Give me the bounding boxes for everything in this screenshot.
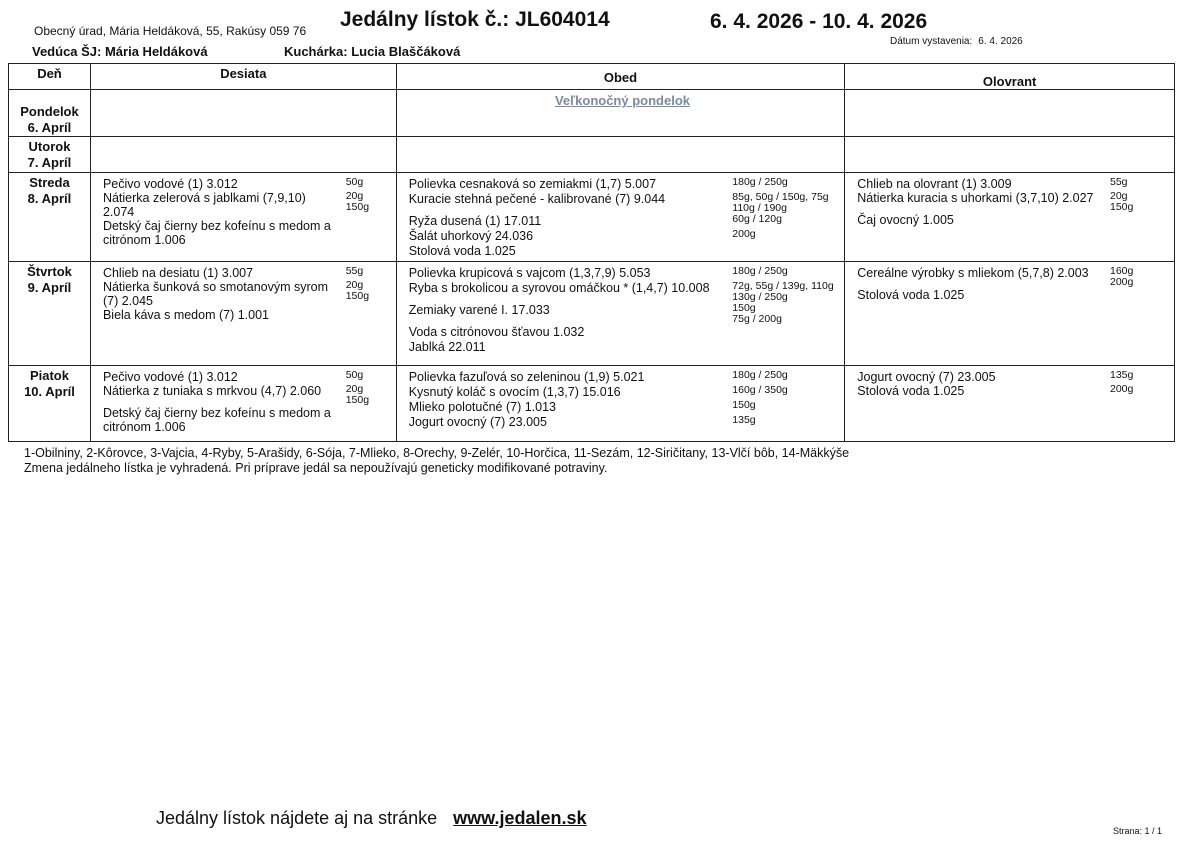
date-range: 6. 4. 2026 - 10. 4. 2026 — [710, 10, 928, 33]
menu-item — [103, 280, 388, 308]
menu-item-name: Jogurt ovocný (7) 23.005 — [857, 370, 996, 384]
desiata-cell — [90, 366, 396, 442]
issue-date-label: Dátum vystavenia: — [890, 36, 973, 47]
menu-item-portion: 50g — [345, 369, 364, 381]
col-header-obed: Obed — [396, 64, 845, 90]
office-address: Obecný úrad, Mária Heldáková, 55, Rakúsy 059 76 — [34, 24, 307, 38]
menu-item — [409, 415, 837, 430]
menu-item-name: Čaj ovocný 1.005 — [857, 213, 954, 227]
menu-item-name: Nátierka kuracia s uhorkami (3,7,10) 2.027 — [857, 191, 1094, 205]
day-name: Streda — [29, 175, 70, 190]
menu-item-name: Šalát uhorkový 24.036 — [408, 229, 534, 243]
menu-item — [857, 384, 1166, 398]
menu-item-portion: 150g 75g / 200g — [732, 302, 782, 325]
web-note — [156, 808, 587, 829]
menu-item-portion: 150g — [732, 399, 756, 411]
menu-item-name: Pečivo vodové (1) 3.012 — [102, 177, 238, 191]
menu-item-portion: 180g / 250g — [732, 265, 788, 277]
menu-item — [857, 266, 1166, 288]
menu-item-name: Biela káva s medom (7) 1.001 — [102, 308, 270, 322]
menu-item-portion: 180g / 250g — [732, 176, 788, 188]
menu-item-name: Kysnutý koláč s ovocím (1,3,7) 15.016 — [408, 385, 621, 399]
menu-item-name: Stolová voda 1.025 — [857, 384, 965, 398]
olovrant-cell — [845, 366, 1175, 442]
menu-item-name: Ryba s brokolicou a syrovou omáčkou * (1,4,7) 10.008 — [408, 281, 710, 295]
menu-item — [857, 370, 1166, 384]
day-cell — [9, 366, 91, 442]
day-date: 8. Apríl — [27, 191, 72, 206]
menu-item — [409, 385, 837, 400]
menu-item-portion — [732, 244, 836, 259]
menu-item-name: Stolová voda 1.025 — [857, 288, 965, 302]
cook: Kuchárka: Lucia Blaščáková — [284, 44, 461, 59]
menu-item — [857, 288, 1166, 302]
menu-item-portion: 55g — [1110, 176, 1128, 188]
day-cell — [9, 262, 91, 366]
menu-item-portion: 180g / 250g — [732, 369, 788, 381]
menu-item — [409, 229, 837, 244]
table-row — [9, 90, 1175, 137]
menu-item — [409, 244, 837, 259]
menu-item — [857, 177, 1166, 191]
obed-cell — [396, 137, 845, 173]
menu-item-portion: 55g — [345, 265, 364, 277]
menu-item-portion: 160g / 350g — [732, 384, 788, 396]
menu-item-portion — [346, 308, 388, 322]
day-date: 6. Apríl — [27, 120, 72, 135]
day-name: Piatok — [29, 368, 69, 383]
menu-item — [857, 213, 1166, 227]
menu-item-portion: 85g, 50g / 150g, 75g 110g / 190g — [732, 191, 829, 214]
menu-item — [409, 266, 837, 281]
menu-item — [409, 192, 837, 214]
menu-item-portion: 20g 150g — [345, 279, 370, 302]
menu-item — [409, 303, 837, 325]
menu-item-name: Pečivo vodové (1) 3.012 — [102, 370, 238, 384]
menu-item — [409, 281, 837, 303]
menu-item-name: Cereálne výrobky s mliekom (5,7,8) 2.003 — [857, 266, 1089, 280]
day-cell — [9, 90, 91, 137]
menu-item-portion — [346, 406, 388, 434]
disclaimer: Zmena jedálneho lístka je vyhradená. Pri príprave jedál sa nepoužívajú geneticky modifikované potraviny. — [24, 461, 608, 475]
menu-item-name: Nátierka z tuniaka s mrkvou (4,7) 2.060 — [102, 384, 322, 398]
menu-item-portion: 200g — [1110, 383, 1134, 395]
day-date: 9. Apríl — [27, 280, 72, 295]
menu-item-name: Nátierka zelerová s jablkami (7,9,10) 2.074 — [102, 191, 306, 219]
olovrant-cell — [845, 137, 1175, 173]
menu-item-name: Ryža dusená (1) 17.011 — [408, 214, 542, 228]
menu-item-portion — [346, 219, 388, 247]
web-note-text: Jedálny lístok nájdete aj na stránke — [156, 808, 438, 828]
menu-item — [409, 400, 837, 415]
menu-item-name: Kuracie stehná pečené - kalibrované (7) 9.044 — [408, 192, 666, 206]
menu-item-portion: 20g 150g — [1110, 190, 1134, 213]
menu-item-name: Detský čaj čierny bez kofeínu s medom a citrónom 1.006 — [102, 219, 331, 247]
col-header-day: Deň — [9, 64, 91, 90]
menu-item — [409, 340, 837, 355]
menu-item-portion: 50g — [345, 176, 364, 188]
obed-cell — [396, 90, 845, 137]
desiata-cell — [90, 90, 396, 137]
menu-item-name: Nátierka šunková so smotanovým syrom (7) 2.045 — [102, 280, 329, 308]
olovrant-cell — [845, 173, 1175, 262]
menu-item-name: Polievka cesnaková so zemiakmi (1,7) 5.007 — [408, 177, 657, 191]
head-manager: Vedúca ŠJ: Mária Heldáková — [32, 44, 208, 59]
menu-item — [103, 177, 388, 191]
menu-item-portion — [1110, 288, 1166, 302]
table-row — [9, 137, 1175, 173]
day-cell — [9, 173, 91, 262]
obed-cell — [396, 262, 845, 366]
menu-item-name: Polievka fazuľová so zeleninou (1,9) 5.021 — [408, 370, 645, 384]
menu-item-portion — [1110, 213, 1166, 227]
day-date: 10. Apríl — [24, 384, 75, 399]
table-row — [9, 173, 1175, 262]
menu-item-name: Stolová voda 1.025 — [408, 244, 516, 258]
menu-item-name: Mlieko polotučné (7) 1.013 — [408, 400, 556, 414]
menu-item-name: Voda s citrónovou šťavou 1.032 — [408, 325, 585, 339]
desiata-cell — [90, 262, 396, 366]
menu-item — [409, 325, 837, 340]
col-header-desiata: Desiata — [90, 64, 396, 90]
menu-item — [409, 177, 837, 192]
menu-item — [103, 384, 388, 406]
day-name: Štvrtok — [27, 264, 72, 279]
menu-item — [103, 370, 388, 384]
day-date: 7. Apríl — [27, 155, 72, 170]
day-name: Pondelok — [20, 104, 79, 119]
desiata-cell — [90, 137, 396, 173]
menu-item-portion: 160g 200g — [1110, 265, 1134, 288]
menu-item-portion: 135g — [1110, 369, 1134, 381]
issue-date-value: 6. 4. 2026 — [978, 36, 1023, 47]
menu-item-portion — [732, 340, 836, 355]
menu-item-portion: 20g 150g — [345, 383, 370, 406]
menu-item — [857, 191, 1166, 213]
table-row — [9, 366, 1175, 442]
footnotes — [24, 446, 849, 476]
page-title: Jedálny lístok č.: JL604014 — [340, 8, 610, 31]
issue-date — [890, 36, 1023, 47]
col-header-olovrant: Olovrant — [845, 64, 1175, 90]
menu-item-portion: 72g, 55g / 139g, 110g 130g / 250g — [732, 280, 834, 303]
menu-item-name: Jogurt ovocný (7) 23.005 — [408, 415, 547, 429]
menu-table — [8, 63, 1175, 442]
menu-item-name: Polievka krupicová s vajcom (1,3,7,9) 5.053 — [408, 266, 651, 280]
menu-item-name: Jablká 22.011 — [408, 340, 486, 354]
menu-item — [103, 219, 388, 247]
olovrant-cell — [845, 262, 1175, 366]
menu-item-portion: 135g — [732, 414, 756, 426]
obed-cell — [396, 366, 845, 442]
menu-item — [103, 266, 388, 280]
table-header-row — [9, 64, 1175, 90]
holiday-label: Veľkonočný pondelok — [554, 93, 690, 108]
day-cell — [9, 137, 91, 173]
menu-item-name: Chlieb na olovrant (1) 3.009 — [857, 177, 1012, 191]
menu-item-name: Zemiaky varené I. 17.033 — [408, 303, 550, 317]
menu-item — [103, 191, 388, 219]
menu-item — [103, 406, 388, 434]
menu-item-portion: 200g — [732, 228, 756, 240]
menu-item — [103, 308, 388, 322]
allergen-legend: 1-Obilniny, 2-Kôrovce, 3-Vajcia, 4-Ryby, 5-Arašidy, 6-Sója, 7-Mlieko, 8-Orechy, 9-Zelér, 10-Horčica, 11-Sezám, 12-Siričitany, 13-Vlčí bôb, 14-Mäkkýše — [24, 446, 850, 460]
day-name: Utorok — [28, 139, 71, 154]
menu-item-name: Detský čaj čierny bez kofeínu s medom a citrónom 1.006 — [102, 406, 331, 434]
menu-item — [409, 214, 837, 229]
menu-item-portion: 20g 150g — [345, 190, 370, 213]
obed-cell — [396, 173, 845, 262]
table-row — [9, 262, 1175, 366]
desiata-cell — [90, 173, 396, 262]
menu-item-portion: 60g / 120g — [732, 213, 782, 225]
page-number: Strana: 1 / 1 — [1113, 826, 1163, 836]
menu-item-portion — [732, 325, 836, 340]
menu-item-name: Chlieb na desiatu (1) 3.007 — [102, 266, 254, 280]
olovrant-cell — [845, 90, 1175, 137]
website-link[interactable]: www.jedalen.sk — [453, 808, 587, 828]
menu-item — [409, 370, 837, 385]
